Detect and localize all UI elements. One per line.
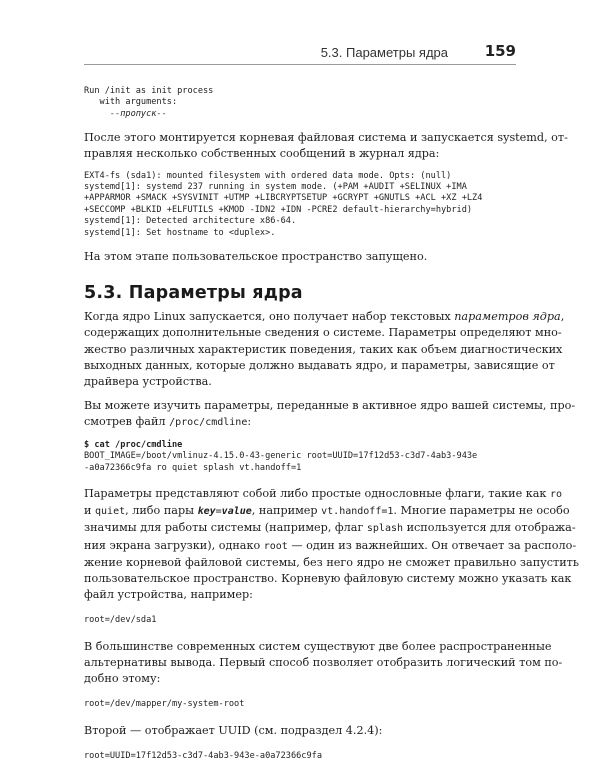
text-line: добно этому: — [84, 672, 161, 686]
text-line: выходных данных, которые должно выдавать ядро, и параметры, зависящие от — [84, 358, 555, 372]
running-header — [84, 42, 516, 64]
code-block-root-uuid — [84, 751, 516, 762]
text-line: пользовательское пространство. Корневую файловую систему можно указать как — [84, 571, 572, 585]
code-block-root-sda1 — [84, 615, 516, 626]
code-line: Run /init as init process — [84, 86, 214, 96]
text-line: жение корневой файловой системы, без него ядро не сможет правильно запустить — [84, 555, 579, 569]
code-line: root=/dev/mapper/my-system-root — [84, 699, 245, 710]
code-line: +SECCOMP +BLKID +ELFUTILS +KMOD -IDN2 +IDN -PCRE2 default-hierarchy=hybrid) — [84, 204, 473, 215]
text-line: Когда ядро Linux запускается, оно получает набор текстовых параметров ядра, — [84, 310, 565, 324]
inline-code-ro: ro — [549, 488, 563, 500]
code-line: with arguments: — [84, 97, 178, 108]
code-block-systemd-log — [84, 171, 516, 239]
code-line-skip: --пропуск-- — [84, 108, 167, 119]
text-line: жество различных характеристик поведения, таких как объем диагностических — [84, 342, 563, 356]
header-rule — [84, 64, 516, 65]
text-line: значимы для работы системы (например, флаг splash используется для отобража- — [84, 521, 576, 535]
inline-code-value: value — [221, 506, 252, 518]
paragraph-alternatives — [84, 639, 563, 688]
code-block-root-mapper — [84, 699, 516, 710]
paragraph-mount — [84, 130, 568, 162]
code-block-init — [84, 86, 516, 120]
code-block-cmdline — [84, 440, 516, 474]
section-heading: 5.3. Параметры ядра — [84, 283, 303, 304]
text-line: файл устройства, например: — [84, 588, 253, 602]
text-line: правляя несколько собственных сообщений в журнал ядра: — [84, 147, 440, 161]
inline-code-proc-cmdline: /proc/cmdline — [169, 417, 248, 429]
text-line: драйвера устройства. — [84, 375, 212, 389]
running-header-section-title: 5.3. Параметры ядра — [320, 45, 448, 60]
inline-code-splash: splash — [366, 523, 404, 535]
page-number: 159 — [484, 42, 516, 60]
page-content — [84, 86, 579, 762]
code-line: BOOT_IMAGE=/boot/vmlinuz-4.15.0-43-generic root=UUID=17f12d53-c3d7-4ab3-943e — [84, 451, 478, 462]
inline-code-root: root — [263, 540, 288, 552]
text-line: Параметры представляют собой либо простые однословные флаги, такие как ro — [84, 486, 563, 500]
code-line: root=UUID=17f12d53-c3d7-4ab3-943e-a0a72366c9fa — [84, 750, 322, 761]
inline-code-key: key — [197, 506, 216, 518]
text-line: альтернативы вывода. Первый способ позволяет отобразить логический том по- — [84, 655, 563, 669]
text-line: На этом этапе пользовательское пространство запущено. — [84, 250, 428, 264]
term-kernel-params: параметров ядра — [454, 310, 561, 324]
text-line: содержащих дополнительные сведения о системе. Параметры определяют мно- — [84, 326, 562, 340]
code-line: -a0a72366c9fa ro quiet splash vt.handoff=1 — [84, 462, 302, 473]
code-line: EXT4-fs (sda1): mounted filesystem with ordered data mode. Opts: (null) — [84, 170, 452, 181]
paragraph-uuid — [84, 723, 516, 739]
inline-code-vt-handoff: vt.handoff=1 — [321, 506, 394, 518]
paragraph-params-flags — [84, 486, 579, 603]
code-line: systemd[1]: Detected architecture x86-64. — [84, 216, 297, 227]
text-line: ния экрана загрузки), однако root — один из важнейших. Он отвечает за располо- — [84, 538, 577, 552]
code-command: $ cat /proc/cmdline — [84, 439, 183, 450]
code-line: +APPARMOR +SMACK +SYSVINIT +UTMP +LIBCRYPTSETUP +GCRYPT +GNUTLS +ACL +XZ +LZ4 — [84, 193, 483, 204]
paragraph-proc-cmdline — [84, 398, 576, 431]
text-line: и quiet, либо пары key=value, например vt.handoff=1. Многие параметры не особо — [84, 504, 570, 518]
inline-code-quiet: quiet — [95, 506, 126, 518]
paragraph-kernel-params — [84, 309, 565, 390]
text-line: После этого монтируется корневая файловая система и запускается systemd, от- — [84, 131, 568, 145]
text-line: В большинстве современных систем существуют две более распространенные — [84, 639, 552, 653]
text-line: Вы можете изучить параметры, переданные в активное ядро вашей системы, про- — [84, 399, 576, 413]
code-line: systemd[1]: Set hostname to <duplex>. — [84, 227, 276, 238]
text-line: Второй — отображает UUID (см. подраздел 4.2.4): — [84, 723, 383, 737]
paragraph-userspace-started — [84, 249, 516, 265]
text-line: смотрев файл /proc/cmdline: — [84, 415, 252, 429]
code-line: root=/dev/sda1 — [84, 615, 157, 626]
code-line: systemd[1]: systemd 237 running in system mode. (+PAM +AUDIT +SELINUX +IMA — [84, 182, 467, 193]
